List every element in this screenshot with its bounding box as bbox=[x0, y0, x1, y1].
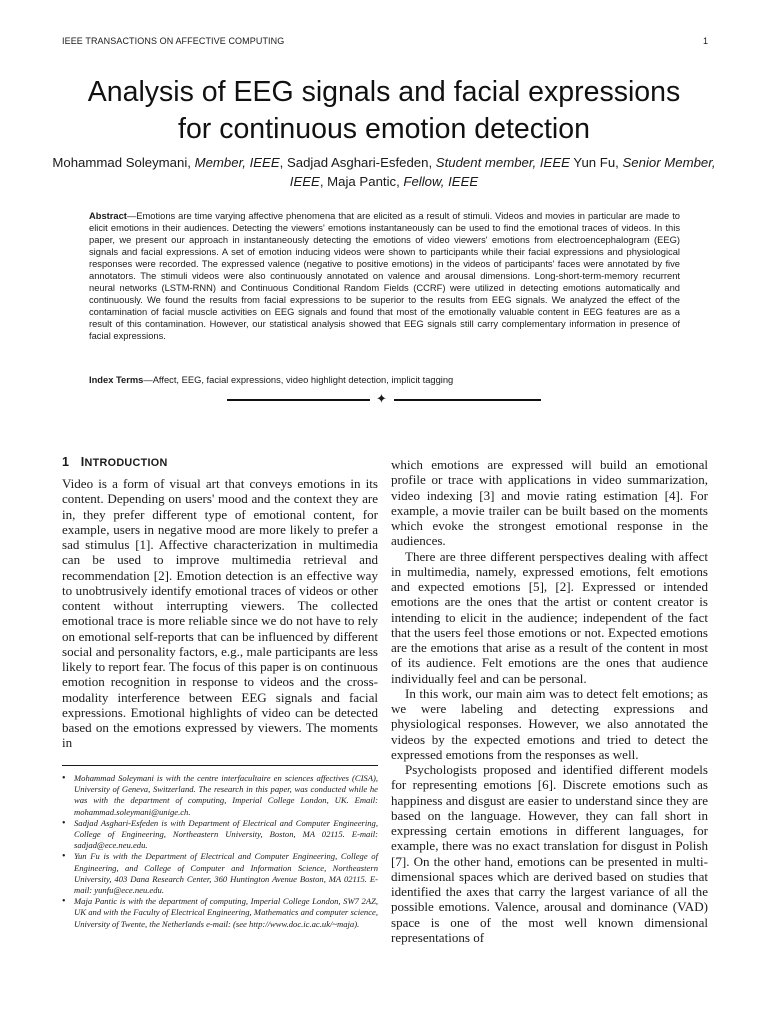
section-title-initial: I bbox=[80, 455, 85, 469]
right-column bbox=[391, 457, 708, 1024]
divider-rule-left bbox=[227, 399, 370, 401]
section-title-rest: NTRODUCTION bbox=[84, 457, 168, 469]
right-paragraph-2: There are three different perspectives dealing with affect in multimedia, namely, expressed emotions, felt emotions and expected emotions [5], [2]. Expressed or intended emotions are the ones that the artist or content creator is intending to elicit in the audience; independent of the fact that the users feel those emotions or not. Expected emotions are the emotions that arise as a result of the content in most of its audience. Felt emotions are the ones that audience individually feel and can be personal. bbox=[391, 548, 708, 686]
section-heading-introduction bbox=[62, 455, 168, 469]
author-3-role: Senior Member, IEEE bbox=[289, 155, 716, 189]
divider-ornament-icon: ✦ bbox=[376, 391, 387, 406]
index-terms bbox=[89, 374, 680, 386]
title-line-1: Analysis of EEG signals and facial expressions bbox=[87, 76, 681, 108]
author-footnotes bbox=[62, 773, 378, 930]
section-number: 1 bbox=[62, 455, 70, 469]
author-4-name: , Maja Pantic, bbox=[319, 174, 404, 189]
footnote-rule bbox=[62, 765, 378, 766]
journal-name: IEEE TRANSACTIONS ON AFFECTIVE COMPUTING bbox=[62, 36, 285, 46]
abstract bbox=[89, 211, 680, 342]
bullet-icon: • bbox=[62, 851, 66, 863]
author-2-name: , Sadjad Asghari-Esfeden, bbox=[279, 155, 436, 170]
footnote-item bbox=[62, 896, 378, 930]
author-2-role: Student member, IEEE bbox=[435, 155, 570, 170]
divider-rule-right bbox=[394, 399, 541, 401]
right-paragraph-4: Psychologists proposed and identified different models for representing emotions [6]. Discrete emotions such as happiness and disgust are easier to understand since they are based on the language. However, they can fall short in expressing certain emotions in different languages, for example, there was no exact translation for disgust in Polish [7]. On the other hand, emotions can be presented in multi-dimensional spaces which are derived based on studies that identified the axes that carry the largest variance of all the possible emotions. Valence, arousal and dominance (VAD) space is one of the most well known dimensional representations of bbox=[391, 762, 708, 945]
footnote-text: Mohammad Soleymani is with the centre interfacultaire en sciences affectives (CISA), University of Geneva, Switzerland. The research in this paper, was conducted while he was with the department of computing, Imperial College London, UK. Email: mohammad.soleymani@unige.ch. bbox=[74, 773, 378, 817]
paper-title bbox=[30, 74, 738, 148]
bullet-icon: • bbox=[62, 896, 66, 908]
author-3-name: Yun Fu, bbox=[569, 155, 623, 170]
footnote-item bbox=[62, 818, 378, 852]
author-4-role: Fellow, IEEE bbox=[403, 174, 479, 189]
author-1-name: Mohammad Soleymani, bbox=[52, 155, 195, 170]
left-column bbox=[62, 476, 378, 761]
title-line-2: for continuous emotion detection bbox=[178, 113, 590, 145]
index-terms-label: Index Terms bbox=[89, 375, 144, 385]
bullet-icon: • bbox=[62, 773, 66, 784]
right-paragraph-1: which emotions are expressed will build an emotional profile or trace with applications in video summarization, video indexing [3] and movie rating estimation [4]. For example, a movie trailer can be built based on the moments which evoke the strongest emotional response in the audiences. bbox=[391, 457, 708, 549]
footnote-item bbox=[62, 851, 378, 896]
footnote-text: Yun Fu is with the Department of Electrical and Computer Engineering, College of Engineering, and College of Computer and Information Science, Northeastern University, 403 Dana Research Center, 360 Huntington Avenue Boston, MA 02115. E-mail: yunfu@ece.neu.edu. bbox=[74, 851, 378, 896]
index-terms-text: —Affect, EEG, facial expressions, video highlight detection, implicit tagging bbox=[143, 375, 454, 385]
abstract-label: Abstract bbox=[89, 211, 127, 221]
footnote-text: Sadjad Asghari-Esfeden is with Department of Electrical and Computer Engineering, College of Engineering, Northeastern University, Boston, MA 02115. E-mail: sadjad@ece.neu.edu. bbox=[74, 817, 378, 851]
bullet-icon: • bbox=[62, 817, 66, 829]
page-number: 1 bbox=[702, 36, 708, 46]
left-paragraph-1: Video is a form of visual art that conveys emotions in its content. Depending on users' mood and the context they are in, they prefer different type of emotional content, for example, users in negative mood are more likely to prefer a sad stimulus [1]. Affective characterization in multimedia can be used to improve multimedia retrieval and recommendation [2]. Emotion detection is an effective way to unobtrusively identify emotional traces of videos or other content without interrupting viewers. The collected emotional trace is more reliable since we do not have to rely on emotional self-reports that can be influenced by different social and personality factors, e.g., male participants are less likely to report fear. The focus of this paper is on continuous emotion recognition in response to videos and the cross-modality interference between EEG signals and facial expressions. Emotional highlights of video can be detected based on the emotions expressed by viewers. The moments in bbox=[62, 476, 378, 751]
author-list bbox=[52, 153, 716, 191]
footnote-item bbox=[62, 773, 378, 818]
right-paragraph-3: In this work, our main aim was to detect felt emotions; as we were labeling and detecting expressions and physiological responses. However, we also annotated the videos by the expected emotions and tried to detect the expressed emotions from the responses as well. bbox=[391, 685, 708, 762]
abstract-text: —Emotions are time varying affective phenomena that are elicited as a result of stimuli. Videos and movies in particular are made to elicit emotions in their audiences. Detecting the viewers' emotions instantaneously can be used to find the emotional traces of videos. In this paper, we present our approach in instantaneously detecting the emotions of video viewers' emotions from electroencephalogram (EEG) signals and facial expressions. A set of emotion inducing videos were shown to participants while their facial expressions and physiological responses were recorded. The expressed valence (negative to positive emotions) in the videos of participants' faces were annotated by five annotators. The stimuli videos were also continuously annotated on valence and arousal dimensions. Long-short-term-memory recurrent neural networks (LSTM-RNN) and Continuous Conditional Random Fields (CCRF) were utilized in detecting emotions automatically and continuously. We found the results from facial expressions to be superior to the results from EEG signals. We analyzed the effect of the contamination of facial muscle activities on EEG signals and found that most of the emotionally valuable content in EEG features are as a result of this contamination. However, our statistical analysis showed that EEG signals still carry complementary information in presence of facial expressions. bbox=[89, 211, 680, 341]
section-divider bbox=[227, 392, 541, 408]
footnote-text: Maja Pantic is with the department of computing, Imperial College London, SW7 2AZ, UK and with the Faculty of Electrical Engineering, Mathematics and computer science, University of Twente, the Netherlands e-mail: (see http://www.doc.ic.ac.uk/~maja). bbox=[74, 896, 378, 929]
author-1-role: Member, IEEE bbox=[194, 155, 280, 170]
